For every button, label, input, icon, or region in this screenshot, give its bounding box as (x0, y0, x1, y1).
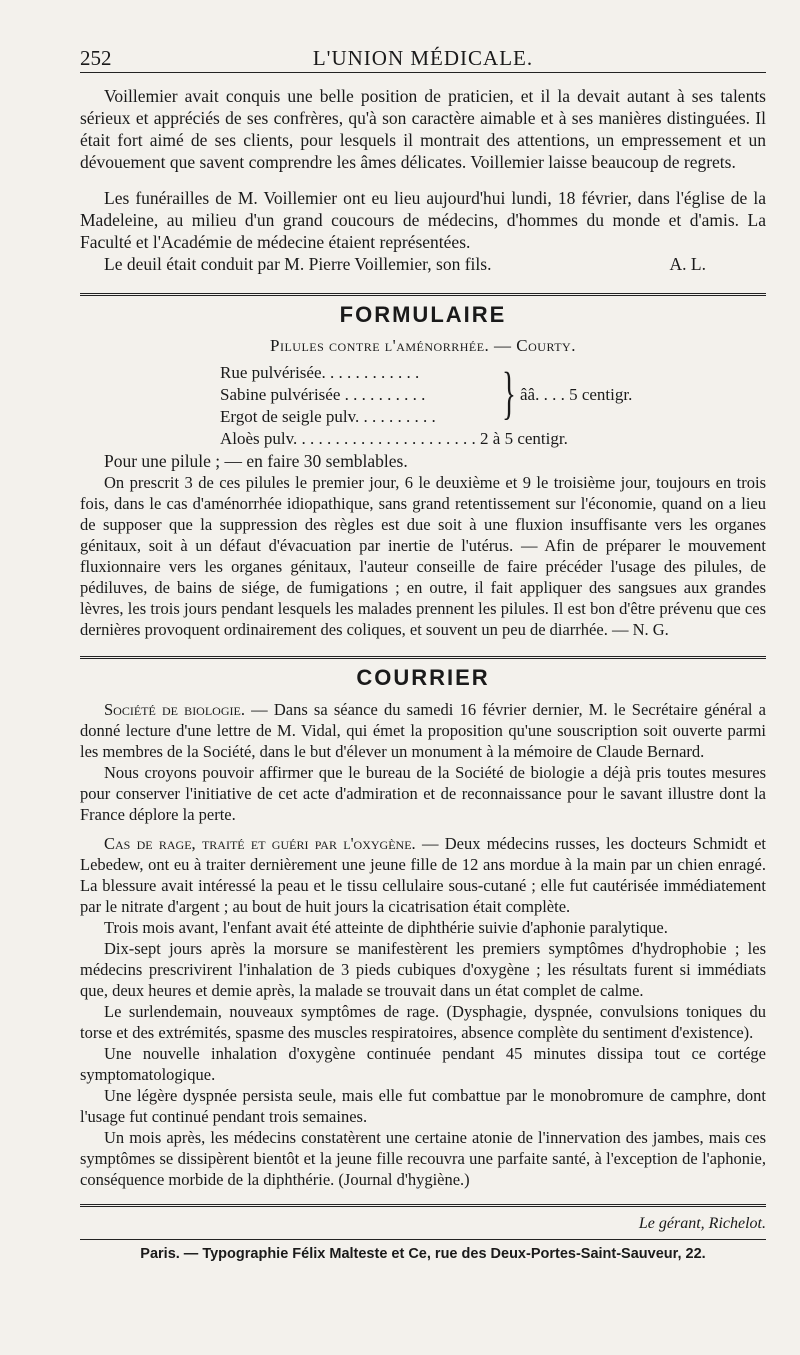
courrier-section (80, 665, 766, 1190)
section-rule (80, 293, 766, 296)
obituary-paragraph (80, 253, 766, 275)
formula-ingredient: Aloès pulv. . . . . . . . . . . . . . . . . . . . . . 2 à 5 centigr. (220, 429, 568, 448)
formula-brace: } (501, 360, 516, 425)
courrier-item (80, 699, 766, 762)
item-lead: Société de biologie. (104, 700, 245, 719)
journal-title: L'UNION MÉDICALE. (312, 46, 534, 70)
obituary-closing: Le deuil était conduit par M. Pierre Voillemier, son fils. (104, 254, 492, 274)
formula-subtitle: Pilules contre l'aménorrhée. — Courty. (270, 336, 576, 355)
printer-line: Paris. — Typographie Félix Malteste et Ce, rue des Deux-Portes-Saint-Sauveur, 22. (140, 1246, 706, 1262)
formula-shared-dose: ââ. . . . 5 centigr. (520, 385, 633, 404)
obituary-paragraph: Les funérailles de M. Voillemier ont eu lieu aujourd'hui lundi, 18 février, dans l'église de la Madeleine, au milieu d'un grand coucours de médecins, d'hommes du monde et d'amis. La Faculté et l'Académie de médecine étaient représentées. (80, 188, 766, 252)
courrier-paragraph: Dix-sept jours après la morsure se manifestèrent les premiers symptômes d'hydrophobie ; les médecins prescrivirent l'inhalation de 3 pieds cubiques d'oxygène ; les résultats furent si immédiats que, deux heures et demie après, la malade se trouvait dans un état complet de calme. (80, 939, 766, 1000)
formula-ingredient: Rue pulvérisée. . . . . . . . . . . . (220, 363, 420, 382)
courrier-paragraph: Une nouvelle inhalation d'oxygène continuée pendant 45 minutes dissipa tout ce cortége symptomatologique. (80, 1044, 766, 1084)
courrier-paragraph: Le surlendemain, nouveaux symptômes de rage. (Dysphagie, dyspnée, convulsions toniques du torse et des extrémités, spasme des muscles respiratoires, absence complète du sentiment d'existence). (80, 1002, 766, 1042)
footer-rule (80, 1204, 766, 1207)
courrier-paragraph: Trois mois avant, l'enfant avait été atteinte de diphthérie suivie d'aphonie paralytique. (104, 918, 668, 937)
formula-ingredient: Ergot de seigle pulv. . . . . . . . . . (220, 407, 436, 426)
courrier-paragraph: Un mois après, les médecins constatèrent une certaine atonie de l'innervation des jambes, mais ces symptômes se dissipèrent bientôt et la jeune fille recouvra une parfaite santé, à l'exception de l'aphonie, conséquence morbide de la diphthérie. (Journal d'hygiène.) (80, 1128, 766, 1189)
formulaire-section (80, 302, 766, 640)
page-number: 252 (80, 46, 112, 70)
page-header (80, 36, 766, 70)
section-title: FORMULAIRE (339, 302, 507, 327)
footer-thin-rule (80, 1239, 766, 1240)
formula-instruction: Pour une pilule ; — en faire 30 semblables. (104, 451, 408, 471)
section-rule (80, 656, 766, 659)
obituary-paragraph: Voillemier avait conquis une belle position de praticien, et il la devait autant à ses talents sérieux et appréciés de ses confrères, qu'à son caractère aimable et à ses manières distinguées. Il était fort aimé de ses clients, pour lesquels il montrait des attentions, un empressement et un dévouement que savent comprendre les âmes délicates. Voillemier laisse beaucoup de regrets. (80, 86, 766, 172)
item-text: — Deux médecins russes, les docteurs Schmidt et Lebedew, ont eu à traiter dernièrement une jeune fille de 12 ans mordue à la main par un chien enragé. La blessure avait intéressé la peau et le tissu cellulaire sous-cutané ; elle fut cautérisée immédiatement par le nitrate d'argent ; au bout de huit jours la cicatrisation était complète. (80, 834, 766, 916)
courrier-paragraph: Nous croyons pouvoir affirmer que le bureau de la Société de biologie a déjà pris toutes mesures pour conserver l'initiative de cet acte d'admiration et de reconnaissance pour le savant illustre dont la France déplore la perte. (80, 763, 766, 824)
formula-block (220, 362, 766, 450)
item-text: — Dans sa séance du samedi 16 février dernier, M. le Secrétaire général a donné lecture d'une lettre de M. Vidal, qui émet la proposition qu'une souscription soit ouverte parmi les membres de la Société, dans le but d'élever un monument à la mémoire de Claude Bernard. (80, 700, 766, 761)
section-title: COURRIER (356, 665, 490, 690)
item-lead: Cas de rage, traité et guéri par l'oxygène. (104, 834, 416, 853)
obituary-section (80, 85, 766, 275)
formula-text: On prescrit 3 de ces pilules le premier jour, 6 le deuxième et 9 le troisième jour, toujours en trois fois, dans le cas d'aménorrhée idiopathique, sans grand retentissement sur l'économie, quand on a lieu de supposer que la suppression des règles est due soit à une fluxion insuffisante vers les organes génitaux, soit à un défaut d'évacuation par inertie de l'utérus. — Afin de préparer le mouvement fluxionnaire vers les organes génitaux, l'auteur conseille de faire précéder l'usage des pilules, de pédiluves, de bains de siége, de fumigations ; en outre, il fait appliquer des sangsues aux grandes lèvres, les trois jours pendant lesquels les malades prennent les pilules. Il est bon d'être prévenu que ces dernières provoquent ordinairement des coliques, et souvent un peu de diarrhée. — N. G. (80, 473, 766, 639)
gerant-line: Le gérant, Richelot. (638, 1215, 766, 1232)
obituary-signature: A. L. (669, 254, 706, 274)
courrier-paragraph: Une légère dyspnée persista seule, mais elle fut combattue par le monobromure de camphre, dont l'usage fut continué pendant trois semaines. (80, 1086, 766, 1126)
courrier-item (80, 833, 766, 917)
formula-ingredient: Sabine pulvérisée . . . . . . . . . . (220, 385, 426, 404)
